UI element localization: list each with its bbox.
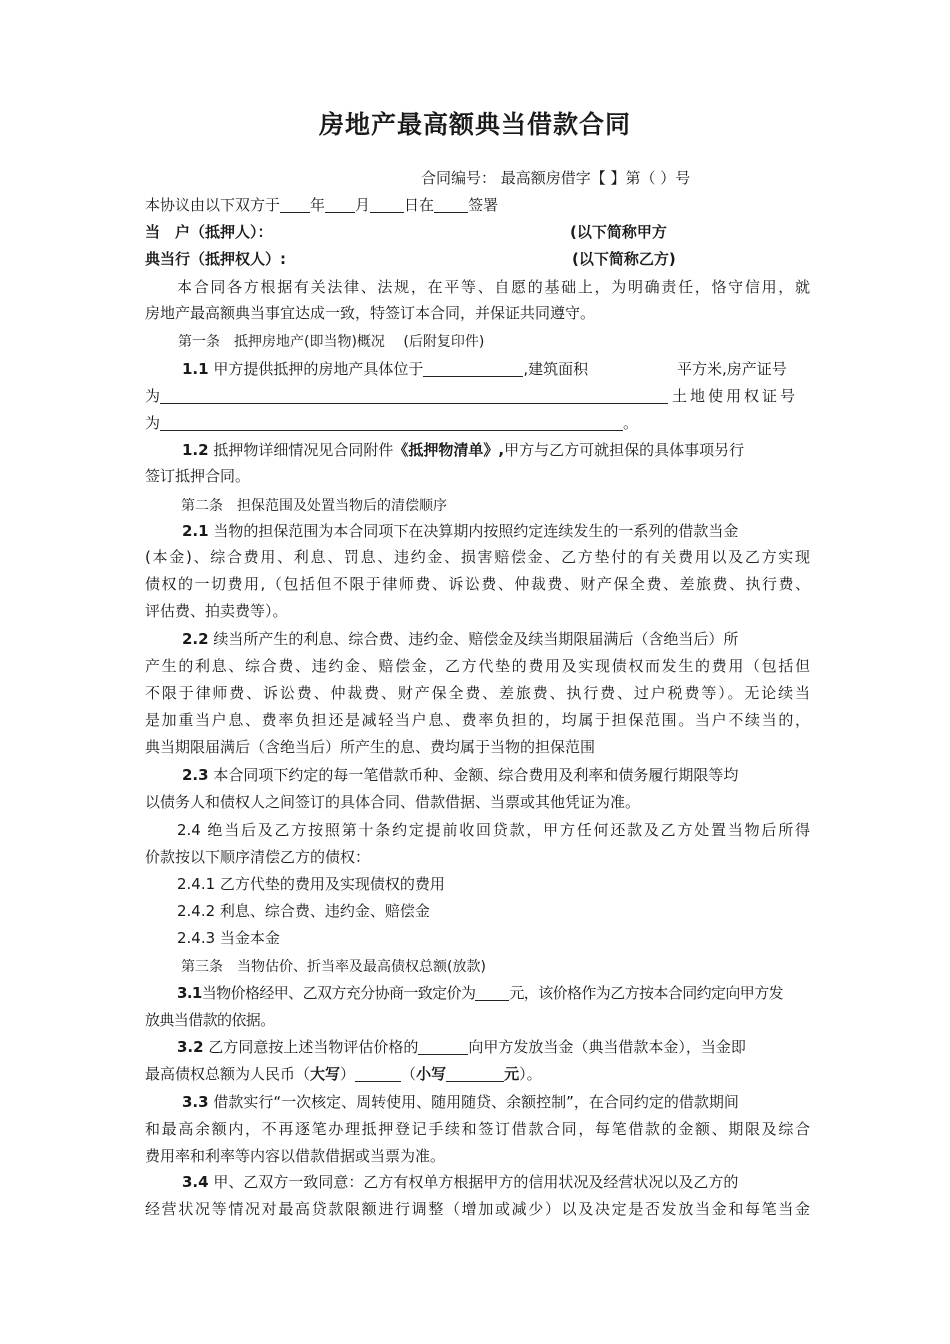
clause-2-1-line-2: (本金)、综合费用、利息、罚息、违约金、损害赔偿金、乙方垫付的有关费用以及乙方实现 — [145, 548, 810, 566]
ratio-blank — [418, 1037, 468, 1055]
clause-1-1-line-2 — [145, 385, 810, 407]
clause-2-2-line-3: 不限于律师费、诉讼费、仲裁费、财产保全费、差旅费、执行费、过户税费等）。无论续当 — [145, 684, 810, 702]
clause-2-2-line-1 — [182, 628, 810, 650]
clause-text: 土地使用权证号 — [672, 387, 799, 405]
clause-text: 。 — [623, 414, 639, 432]
clause-3-4-line-1 — [182, 1171, 810, 1193]
month-label: 月 — [355, 196, 371, 214]
contract-number: 合同编号： 最高额房借字【 】第（ ）号 — [421, 169, 691, 187]
party-a-label: 当 户（抵押人）： — [145, 223, 273, 241]
intro-line-2: 房地产最高额典当事宜达成一致，特签订本合同，并保证共同遵守。 — [145, 304, 596, 322]
clause-number: 3.3 — [182, 1093, 209, 1111]
clause-text: 抵押物详细情况见合同附件 — [213, 441, 394, 459]
clause-text: 为 — [145, 387, 161, 405]
clause-number: 3.1 — [177, 984, 202, 1002]
clause-3-3-line-3: 费用率和利率等内容以借款借据或当票为准。 — [145, 1147, 446, 1165]
clause-2-1-line-3: 债权的一切费用,（包括但不限于律师费、诉讼费、仲裁费、财产保全费、差旅费、执行费、 — [145, 575, 810, 593]
land-cert-blank — [160, 413, 623, 431]
clause-text: ） — [340, 1065, 356, 1083]
clause-2-3-line-1 — [182, 764, 810, 786]
clause-3-2-line-1 — [177, 1036, 810, 1058]
clause-text: 甲方提供抵押的房地产具体位于 — [213, 360, 424, 378]
month-blank — [325, 195, 355, 213]
clause-2-4-1: 2.4.1 乙方代垫的费用及实现债权的费用 — [177, 875, 445, 893]
clause-text: 本合同项下约定的每一笔借款币种、金额、综合费用及利率和债务履行期限等均 — [213, 766, 739, 784]
year-label: 年 — [310, 196, 326, 214]
clause-3-4-line-2: 经营状况等情况对最高贷款限额进行调整（增加或减少）以及决定是否发放当金和每笔当金 — [145, 1200, 810, 1218]
property-cert-blank — [160, 386, 668, 404]
clause-1-2-line-1 — [182, 439, 810, 461]
clause-number: 1.1 — [182, 360, 209, 378]
clause-2-1-line-1 — [182, 520, 810, 542]
clause-number: 2.2 — [182, 630, 209, 648]
clause-1-2-line-2: 签订抵押合同。 — [145, 467, 251, 485]
price-blank — [475, 983, 509, 1001]
currency-unit: 元 — [504, 1065, 520, 1083]
clause-3-3-line-2: 和最高余额内，不再逐笔办理抵押登记手续和签订借款合同，每笔借款的金额、期限及综合 — [145, 1120, 810, 1138]
clause-1-1-line-3 — [145, 412, 810, 434]
page-title: 房地产最高额典当借款合同 — [318, 110, 631, 139]
clause-text: 甲方与乙方可就担保的具体事项另行 — [504, 441, 745, 459]
clause-2-1-line-4: 评估费、拍卖费等）。 — [145, 602, 288, 620]
clause-text: ）。 — [519, 1065, 542, 1083]
clause-number: 2.1 — [182, 522, 209, 540]
clause-1-1-line-1 — [182, 358, 810, 380]
place-label: 日在 — [404, 196, 435, 214]
signing-label: 签署 — [468, 196, 499, 214]
clause-2-4-line-2: 价款按以下顺序清偿乙方的债权： — [145, 848, 371, 866]
clause-text: 借款实行“一次核定、周转使用、随用随贷、余额控制”，在合同约定的借款期间 — [213, 1093, 739, 1111]
article-1-heading: 第一条 抵押房地产(即当物)概况 (后附复印件) — [178, 334, 485, 350]
article-2-heading: 第二条 担保范围及处置当物后的清偿顺序 — [181, 498, 447, 514]
party-b-suffix: (以下简称乙方) — [572, 250, 676, 268]
party-a-line — [145, 221, 810, 243]
clause-2-2-line-5: 典当期限届满后（含绝当后）所产生的息、费均属于当物的担保范围 — [145, 738, 596, 756]
clause-text: 元，该价格作为乙方按本合同约定向甲方发 — [509, 984, 783, 1002]
clause-2-4-line-1: 2.4 绝当后及乙方按照第十条约定提前收回贷款，甲方任何还款及乙方处置当物后所得 — [177, 821, 810, 839]
clause-text: 甲、乙双方一致同意：乙方有权单方根据甲方的信用状况及经营状况以及乙方的 — [213, 1173, 739, 1191]
clause-text: 最高债权总额为人民币（ — [145, 1065, 311, 1083]
year-blank — [280, 195, 310, 213]
clause-2-2-line-4: 是加重当户息、费率负担还是减轻当户息、费率负担的，均属于担保范围。当户不续当的， — [145, 711, 810, 729]
agreement-date-prefix: 本协议由以下双方于 — [145, 196, 281, 214]
clause-number: 3.2 — [177, 1038, 204, 1056]
place-blank — [434, 195, 468, 213]
clause-3-3-line-1 — [182, 1091, 810, 1113]
attachment-title: 《抵押物清单》, — [393, 441, 505, 459]
clause-text: （ — [401, 1065, 417, 1083]
clause-text: ,建筑面积 — [523, 360, 589, 378]
lowercase-label: 小写 — [416, 1065, 447, 1083]
clause-2-4-3: 2.4.3 当金本金 — [177, 929, 280, 947]
clause-number: 3.4 — [182, 1173, 209, 1191]
clause-3-1-line-2: 放典当借款的依据。 — [145, 1011, 275, 1029]
intro-line-1: 本合同各方根据有关法律、法规，在平等、自愿的基础上，为明确责任，恪守信用，就 — [177, 278, 810, 296]
clause-2-3-line-2: 以债务人和债权人之间签订的具体合同、借款借据、当票或其他凭证为准。 — [145, 793, 641, 811]
clause-text: 乙方同意按上述当物评估价格的 — [208, 1038, 419, 1056]
clause-text: 续当所产生的利息、综合费、违约金、赔偿金及续当期限届满后（含绝当后）所 — [213, 630, 739, 648]
clause-number: 2.3 — [182, 766, 209, 784]
uppercase-label: 大写 — [310, 1065, 341, 1083]
amount-upper-blank — [355, 1064, 401, 1082]
article-3-heading: 第三条 当物估价、折当率及最高债权总额(放款) — [181, 959, 486, 975]
party-a-suffix: (以下简称甲方 — [570, 223, 667, 241]
clause-text: 当物价格经甲、乙双方充分协商一致定价为 — [201, 984, 476, 1002]
party-b-line — [145, 248, 810, 270]
day-blank — [370, 195, 404, 213]
clause-text: 当物的担保范围为本合同项下在决算期内按照约定连续发生的一系列的借款当金 — [213, 522, 739, 540]
clause-2-2-line-2: 产生的利息、综合费、违约金、赔偿金，乙方代垫的费用及实现债权而发生的费用（包括但 — [145, 657, 810, 675]
clause-number: 1.2 — [182, 441, 209, 459]
clause-text: 为 — [145, 414, 161, 432]
clause-text: 向甲方发放当金（典当借款本金），当金即 — [468, 1038, 746, 1056]
clause-text: 平方米,房产证号 — [677, 360, 787, 378]
location-blank — [423, 359, 523, 377]
clause-3-2-line-2 — [145, 1063, 810, 1085]
amount-lower-blank — [446, 1064, 504, 1082]
clause-3-1-line-1 — [177, 982, 810, 1004]
party-b-label: 典当行（抵押权人）: — [145, 250, 286, 268]
clause-2-4-2: 2.4.2 利息、综合费、违约金、赔偿金 — [177, 902, 430, 920]
agreement-date-line — [145, 194, 810, 216]
